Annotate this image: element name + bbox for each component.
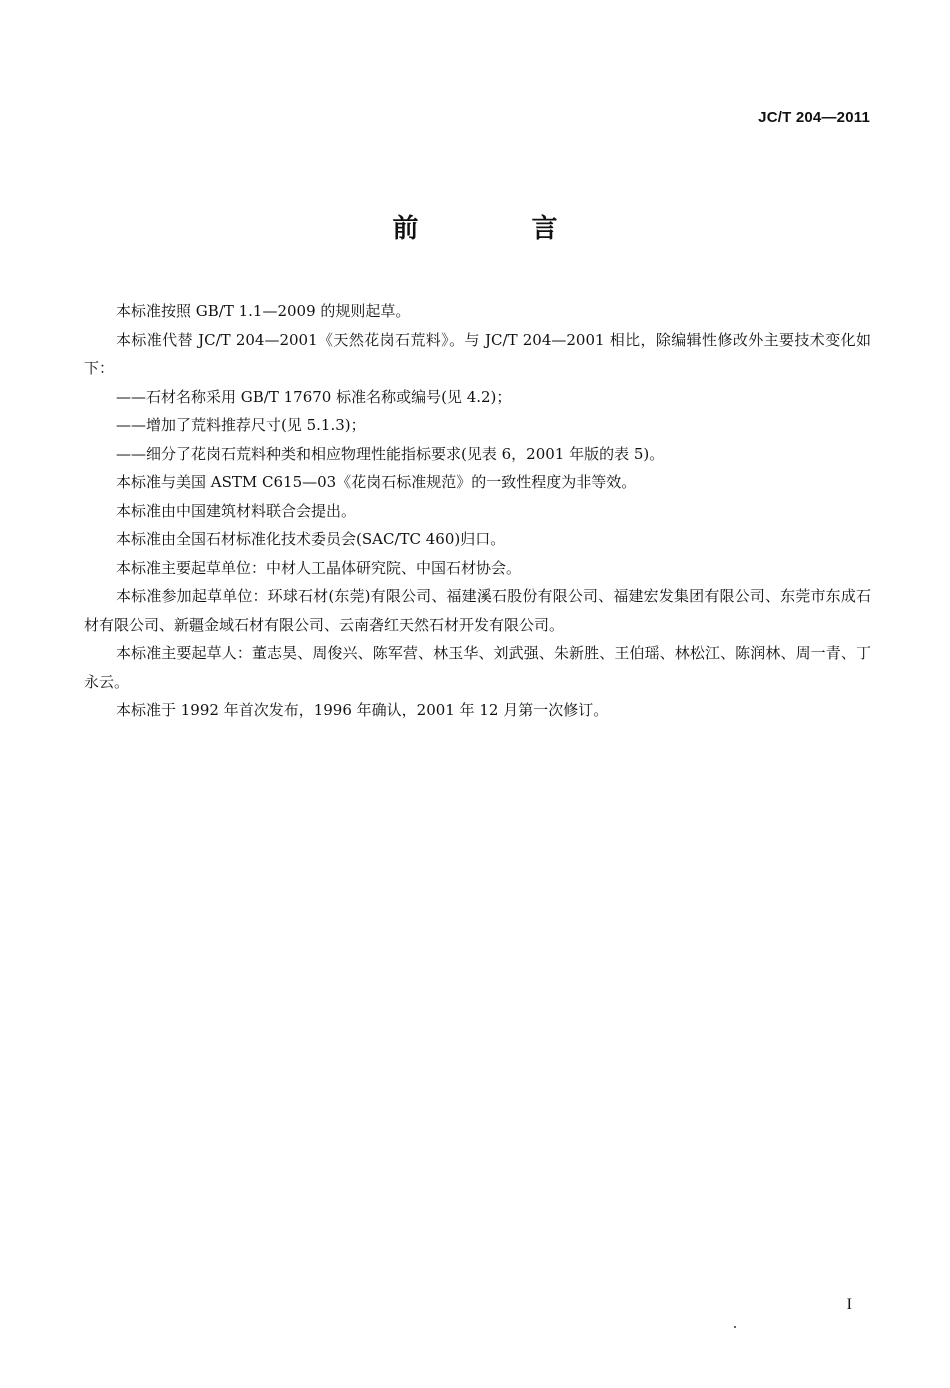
paragraph-committee: 本标准由全国石材标准化技术委员会(SAC/TC 460)归口。	[116, 530, 506, 548]
paragraph-proposer: 本标准由中国建筑材料联合会提出。	[116, 501, 357, 520]
paragraph-history: 本标准于 1992 年首次发布，1996 年确认，2001 年 12 月第一次修订。	[116, 701, 609, 719]
list-item-change-1: ——石材名称采用 GB/T 17670 标准名称或编号(见 4.2)；	[116, 387, 512, 406]
paragraph-main-drafters: 本标准主要起草人：董志昊、周俊兴、陈军营、林玉华、刘武强、朱新胜、王伯瑶、林松江、陈润林、周一青、丁永云。	[84, 644, 871, 691]
list-item-change-2: ——增加了荒料推荐尺寸(见 5.1.3)；	[116, 416, 366, 434]
scan-artifact-dot	[734, 1326, 736, 1328]
standard-code: JC/T 204—2011	[758, 109, 870, 126]
page-number: I	[846, 1296, 852, 1313]
paragraph-participating-orgs: 本标准参加起草单位：环球石材(东莞)有限公司、福建溪石股份有限公司、福建宏发集团有限公司、东莞市东成石材有限公司、新疆金域石材有限公司、云南砻红天然石材开发有限公司。	[84, 587, 871, 634]
list-item-change-3: ——细分了花岗石荒料种类和相应物理性能指标要求(见表 6，2001 年版的表 5)。	[116, 444, 665, 463]
paragraph-consistency: 本标准与美国 ASTM C615—03《花岗石标准规范》的一致性程度为非等效。	[116, 473, 637, 491]
paragraph-replacement: 本标准代替 JC/T 204—2001《天然花岗石荒料》。与 JC/T 204—2001 相比，除编辑性修改外主要技术变化如下：	[84, 330, 871, 377]
paragraph-main-drafters-org: 本标准主要起草单位：中材人工晶体研究院、中国石材协会。	[116, 558, 522, 577]
paragraph-drafting-rules: 本标准按照 GB/T 1.1—2009 的规则起草。	[116, 302, 411, 320]
foreword-body	[84, 297, 871, 725]
page-title: 前 言	[392, 214, 610, 244]
